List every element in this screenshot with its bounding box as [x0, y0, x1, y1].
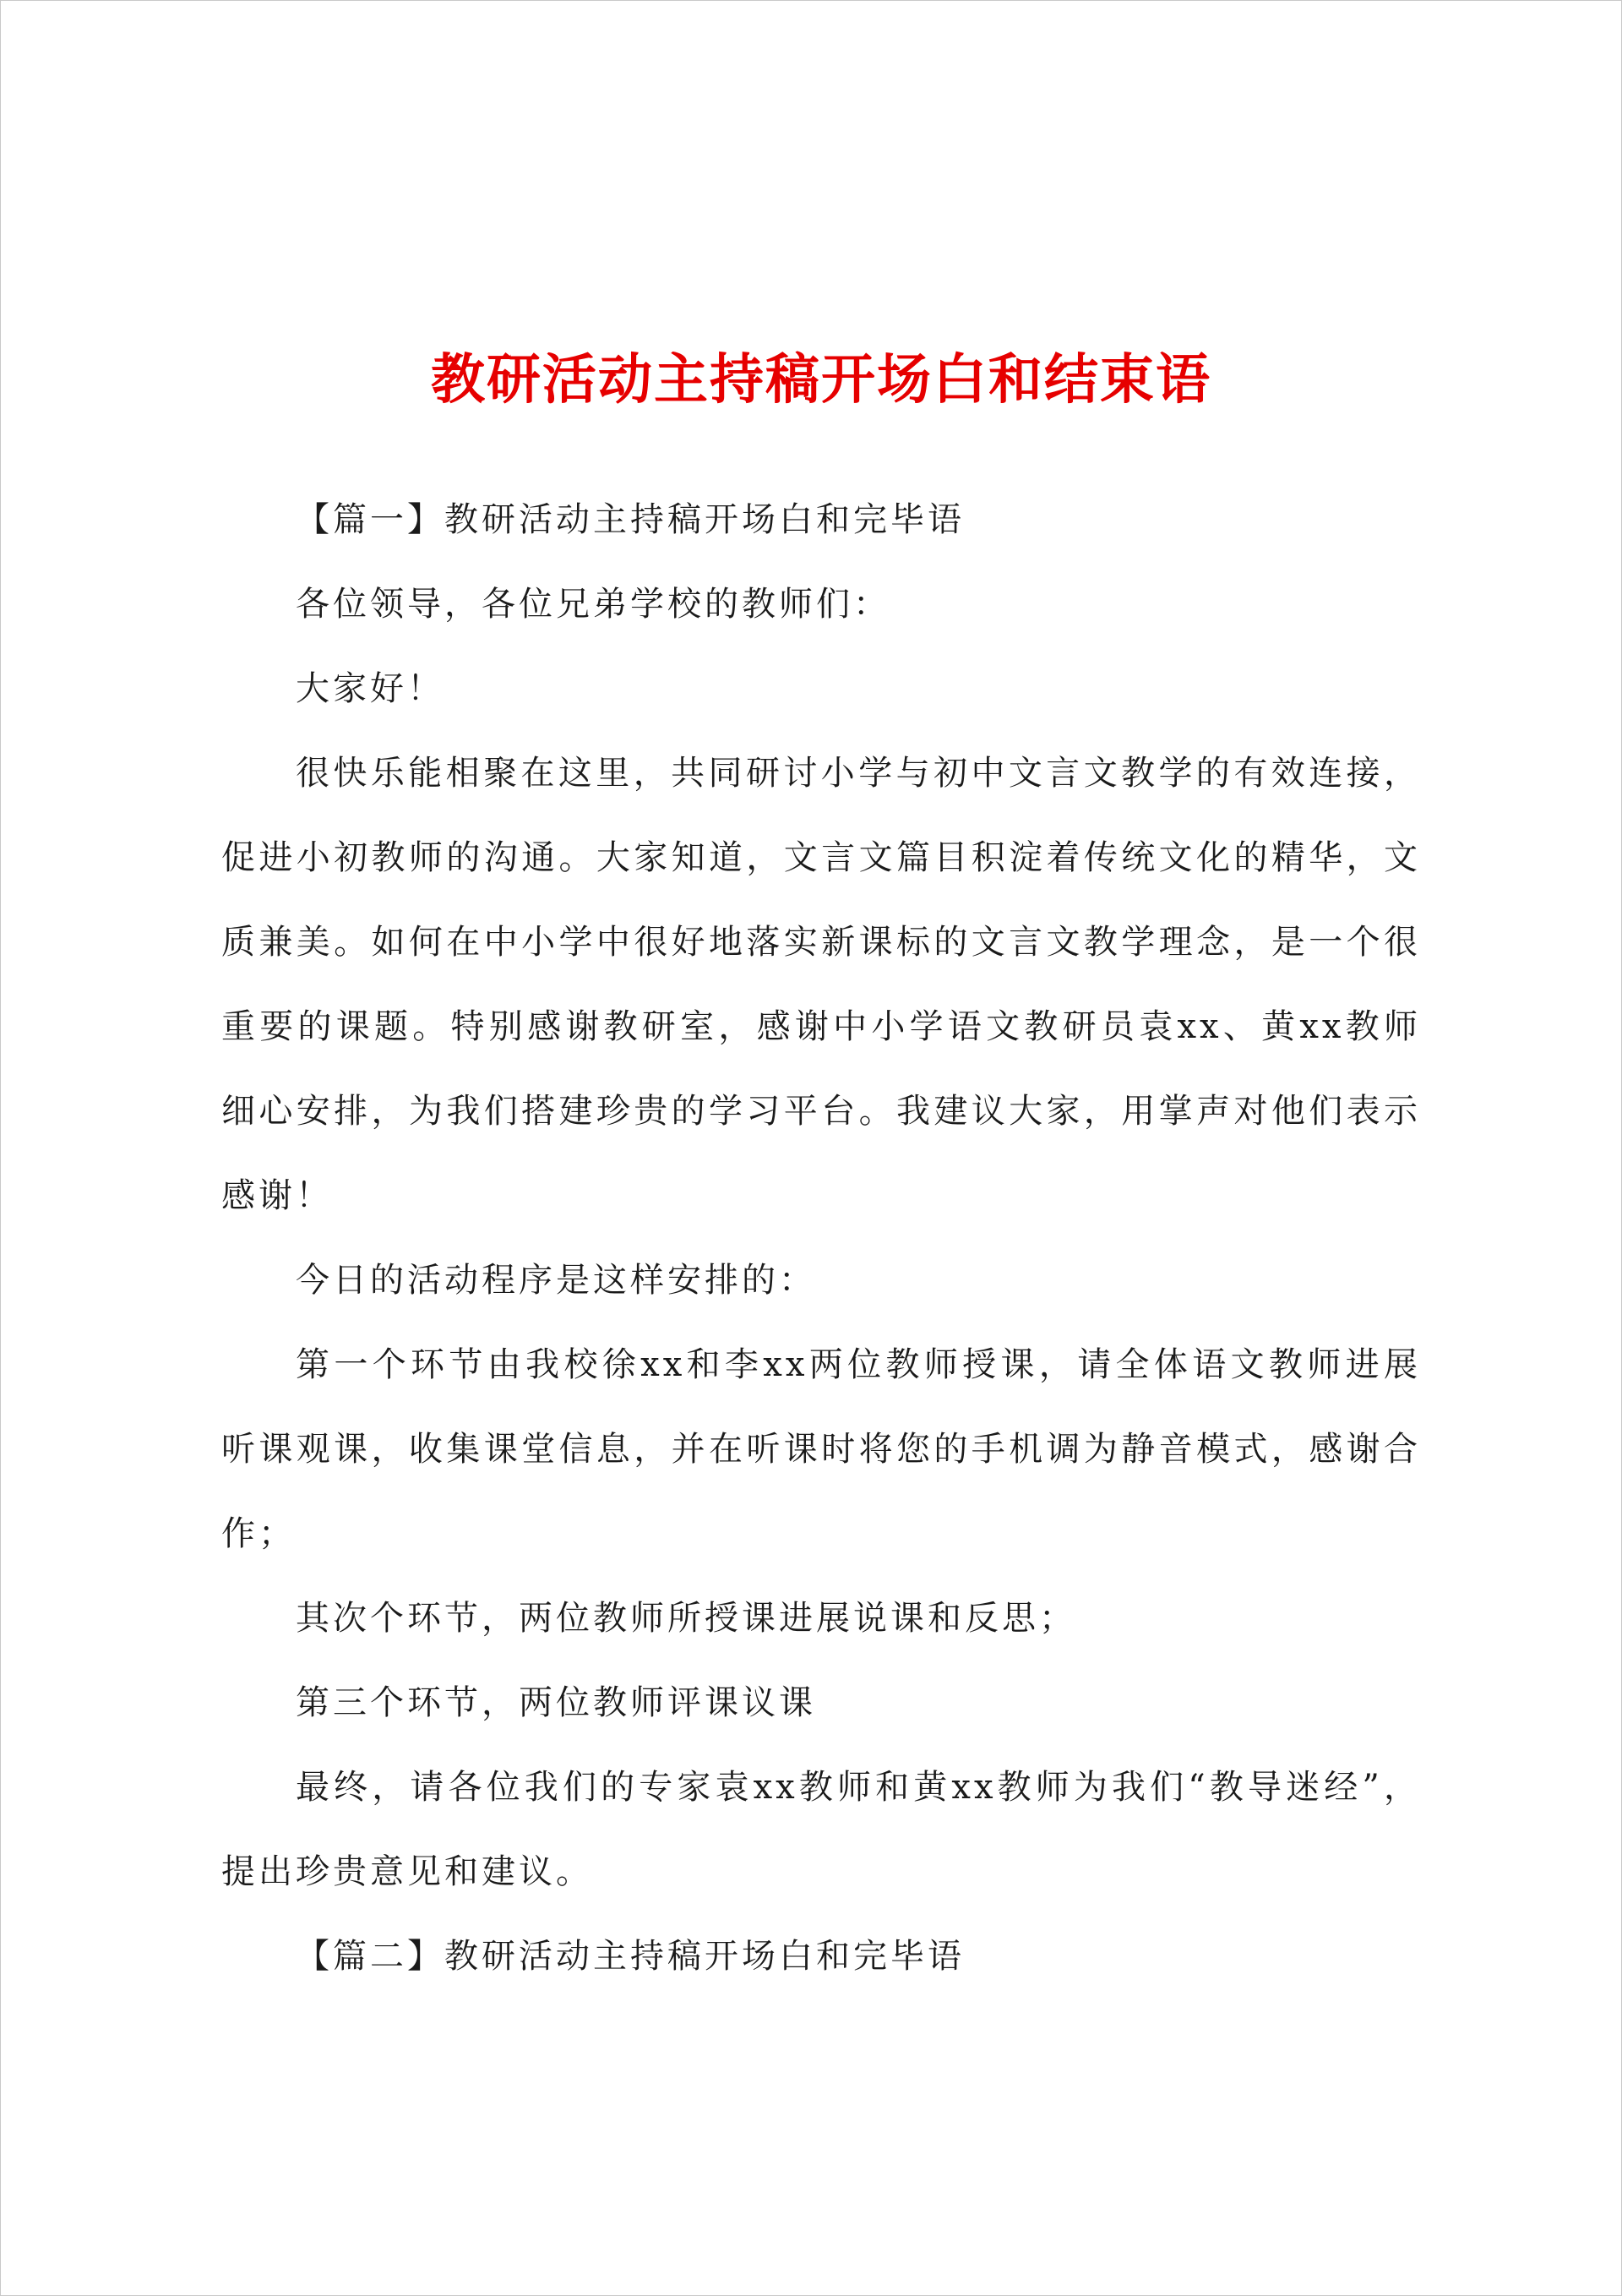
- document-body: [221, 342, 1421, 1999]
- salutation: 各位领导，各位兄弟学校的教师们：: [296, 585, 890, 624]
- schedule-final: 最终，请各位我们的专家袁xx教师和黄xx教师为我们“教导迷经”，提出珍贵意见和建议。: [221, 1768, 1421, 1891]
- section-heading-2: 【篇二】教研活动主持稿开场白和完毕语: [296, 1937, 965, 1976]
- document-title: 教研活动主持稿开场白和结束语: [431, 348, 1211, 412]
- intro-paragraph: 很快乐能相聚在这里，共同研讨小学与初中文言文教学的有效连接，促进小初教师的沟通。大家知道，文言文篇目积淀着传统文化的精华，文质兼美。如何在中小学中很好地落实新课标的文言文教学理念，是一个很重要的课题。特别感谢教研室，感谢中小学语文教研员袁xx、黄xx教师细心安排，为我们搭建珍贵的学习平台。我建议大家，用掌声对他们表示感谢！: [221, 754, 1421, 1215]
- schedule-intro: 今日的活动程序是这样安排的：: [296, 1261, 816, 1300]
- section-heading-1: 【篇一】教研活动主持稿开场白和完毕语: [296, 500, 965, 539]
- schedule-step-1: 第一个环节由我校徐xx和李xx两位教师授课，请全体语文教师进展听课观课，收集课堂信息，并在听课时将您的手机调为静音模式，感谢合作；: [221, 1345, 1421, 1553]
- schedule-step-2: 其次个环节，两位教师所授课进展说课和反思；: [296, 1599, 1076, 1638]
- schedule-step-3: 第三个环节，两位教师评课议课: [296, 1683, 816, 1722]
- greeting: 大家好！: [296, 669, 444, 708]
